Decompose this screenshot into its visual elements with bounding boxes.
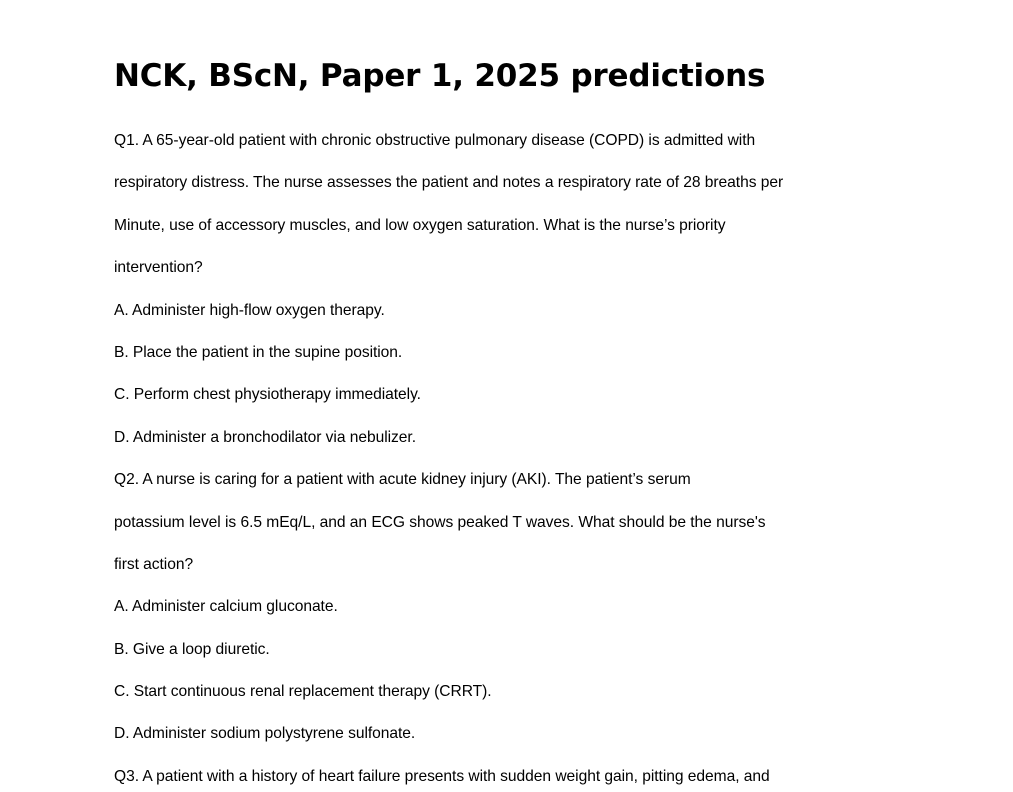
q1-text-line-4: intervention? bbox=[114, 259, 203, 277]
q1-option-a: A. Administer high-flow oxygen therapy. bbox=[114, 301, 385, 319]
q1-text-line-2: respiratory distress. The nurse assesses the patient and notes a respiratory rate of 28 breaths per bbox=[114, 174, 784, 192]
document-body bbox=[114, 120, 854, 792]
q2-option-b: B. Give a loop diuretic. bbox=[114, 640, 270, 658]
q2-text-line-3: first action? bbox=[114, 555, 194, 573]
document-title: NCK, BScN, Paper 1, 2025 predictions bbox=[114, 58, 766, 94]
q1-option-d: D. Administer a bronchodilator via nebulizer. bbox=[114, 428, 416, 446]
q1-text-line-3: Minute, use of accessory muscles, and low oxygen saturation. What is the nurse’s priority bbox=[114, 216, 726, 234]
q2-text-line-1: Q2. A nurse is caring for a patient with acute kidney injury (AKI). The patient’s serum bbox=[114, 471, 691, 489]
q2-option-a: A. Administer calcium gluconate. bbox=[114, 598, 338, 616]
q2-option-d: D. Administer sodium polystyrene sulfonate. bbox=[114, 725, 416, 743]
q2-option-c: C. Start continuous renal replacement therapy (CRRT). bbox=[114, 683, 492, 701]
q1-text-line-1: Q1. A 65-year-old patient with chronic obstructive pulmonary disease (COPD) is admitted with bbox=[114, 132, 756, 149]
q1-option-b: B. Place the patient in the supine position. bbox=[114, 343, 403, 361]
q2-text-line-2: potassium level is 6.5 mEq/L, and an ECG shows peaked T waves. What should be the nurse's bbox=[114, 513, 766, 531]
q3-text-line-1: Q3. A patient with a history of heart failure presents with sudden weight gain, pitting edema, and bbox=[114, 767, 770, 785]
q1-option-c: C. Perform chest physiotherapy immediately. bbox=[114, 386, 421, 404]
